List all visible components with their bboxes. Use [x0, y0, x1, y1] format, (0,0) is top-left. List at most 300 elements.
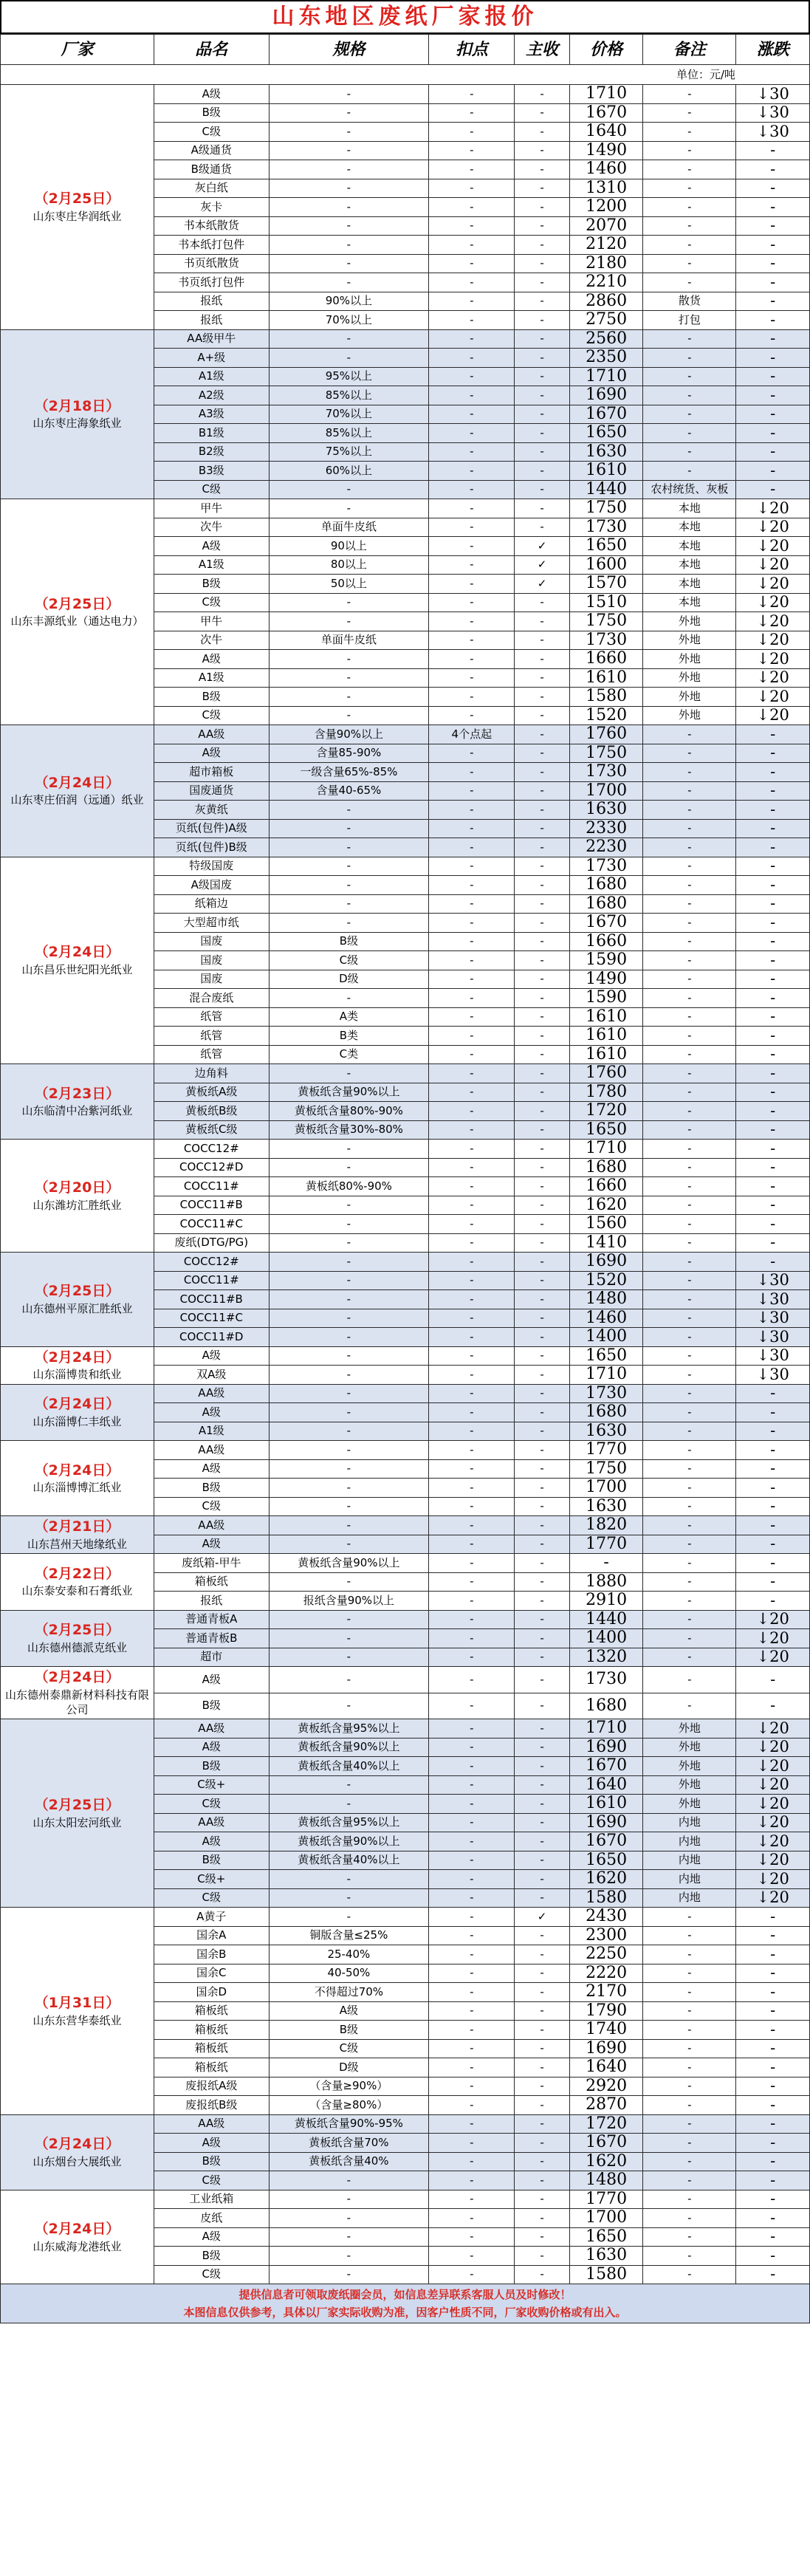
price: 2430 [569, 1908, 643, 1927]
factory-cell [1, 1384, 154, 1441]
change: ↓20 [736, 1629, 810, 1648]
deduction: - [429, 349, 515, 368]
table-row [1, 1554, 810, 1573]
main-receive: - [515, 1215, 569, 1234]
price: 1640 [569, 123, 643, 142]
product-name: A级 [154, 1832, 269, 1852]
remark: - [643, 1346, 736, 1366]
price: 1660 [569, 932, 643, 951]
product-name: COCC11# [154, 1177, 269, 1196]
main-receive: - [515, 2190, 569, 2209]
change: ↓20 [736, 593, 810, 612]
remark: - [643, 894, 736, 914]
spec: 单面牛皮纸 [269, 631, 429, 650]
price: 2750 [569, 311, 643, 330]
change: - [736, 819, 810, 838]
quote-date: （2月24日） [34, 1349, 120, 1366]
price: 1490 [569, 970, 643, 989]
remark: 内地 [643, 1851, 736, 1870]
price: 2300 [569, 1926, 643, 1945]
product-name: C级 [154, 123, 269, 142]
quote-date: （2月25日） [34, 191, 120, 208]
factory-cell [1, 1719, 154, 1908]
product-name: A级国废 [154, 876, 269, 895]
price: 2330 [569, 819, 643, 838]
spec: 黄板纸含量95%以上 [269, 1813, 429, 1832]
spec: - [269, 123, 429, 142]
main-receive: - [515, 2096, 569, 2115]
spec: - [269, 989, 429, 1008]
main-receive: ✓ [515, 555, 569, 575]
quote-date: （2月18日） [34, 397, 120, 414]
remark: - [643, 1233, 736, 1253]
price: 1820 [569, 1516, 643, 1535]
remark: - [643, 1177, 736, 1196]
change: - [736, 970, 810, 989]
main-receive: - [515, 1102, 569, 1121]
change: - [736, 1441, 810, 1460]
deduction: - [429, 650, 515, 669]
spec: - [269, 1215, 429, 1234]
remark: 外地 [643, 706, 736, 725]
change: ↓20 [736, 1719, 810, 1739]
change: - [736, 1572, 810, 1592]
change: - [736, 254, 810, 273]
change: - [736, 1479, 810, 1498]
change: ↓20 [736, 1813, 810, 1832]
spec: - [269, 650, 429, 669]
product-name: AA级 [154, 1441, 269, 1460]
spec: 70%以上 [269, 405, 429, 424]
spec: 90以上 [269, 537, 429, 556]
deduction: - [429, 1196, 515, 1215]
product-name: 箱板纸 [154, 2039, 269, 2058]
factory-name: 山东烟台大展纸业 [32, 2154, 122, 2168]
spec: 黄板纸含量40%以上 [269, 1757, 429, 1776]
remark: - [643, 103, 736, 123]
deduction: - [429, 1290, 515, 1309]
price: 1610 [569, 1007, 643, 1027]
spec: - [269, 236, 429, 255]
spec: - [269, 1497, 429, 1516]
product-name: AA级 [154, 725, 269, 744]
product-name: 普通青板B [154, 1629, 269, 1648]
main-receive: - [515, 1479, 569, 1498]
remark: - [643, 1403, 736, 1422]
product-name: 国余D [154, 1983, 269, 2002]
main-receive: - [515, 1328, 569, 1347]
quote-date: （2月22日） [34, 1565, 120, 1582]
product-name: 国废 [154, 951, 269, 970]
product-name: 国废通货 [154, 781, 269, 801]
main-receive: - [515, 1964, 569, 1983]
deduction: - [429, 480, 515, 499]
spec: 含量85-90% [269, 744, 429, 763]
remark: 外地 [643, 688, 736, 707]
product-name: A3级 [154, 405, 269, 424]
price: 1630 [569, 1497, 643, 1516]
change: ↓30 [736, 85, 810, 104]
main-receive: - [515, 1572, 569, 1592]
main-receive: - [515, 593, 569, 612]
main-receive: - [515, 2114, 569, 2134]
deduction: - [429, 1215, 515, 1234]
table-row [1, 1384, 810, 1403]
price: 1590 [569, 989, 643, 1008]
deduction: - [429, 236, 515, 255]
remark: 外地 [643, 1719, 736, 1739]
spec: - [269, 499, 429, 518]
main-receive: - [515, 198, 569, 217]
price: 1440 [569, 480, 643, 499]
product-name: A级通货 [154, 141, 269, 160]
remark: - [643, 2096, 736, 2115]
remark: - [643, 1926, 736, 1945]
deduction: - [429, 329, 515, 349]
change: - [736, 1102, 810, 1121]
table-row [1, 1064, 810, 1083]
table-row [1, 1253, 810, 1272]
price: 1580 [569, 2265, 643, 2284]
price: 1580 [569, 1888, 643, 1908]
price: 1670 [569, 2134, 643, 2153]
quote-date: （2月25日） [34, 1797, 120, 1814]
spec: - [269, 254, 429, 273]
deduction: - [429, 1693, 515, 1719]
main-receive: - [515, 876, 569, 895]
change: ↓20 [736, 555, 810, 575]
product-name: AA级 [154, 1516, 269, 1535]
factory-cell [1, 857, 154, 1064]
main-receive: - [515, 1851, 569, 1870]
remark: - [643, 1983, 736, 2002]
deduction: - [429, 1572, 515, 1592]
deduction: - [429, 1271, 515, 1290]
table-header-row [1, 35, 810, 65]
quote-date: （2月25日） [34, 595, 120, 612]
remark: - [643, 989, 736, 1008]
factory-cell [1, 1908, 154, 2115]
change: - [736, 1027, 810, 1046]
product-name: 普通青板A [154, 1610, 269, 1629]
price: 1410 [569, 1233, 643, 1253]
footer-line-2: 本图信息仅供参考，具体以厂家实际收购为准，因客户性质不同，厂家收购价格或有出入。 [183, 2306, 627, 2320]
factory-name: 山东枣庄华润纸业 [32, 209, 122, 223]
spec: 25-40% [269, 1945, 429, 1964]
remark: - [643, 1693, 736, 1719]
footer-line-1: 提供信息者可领取废纸圈会员，如信息差异联系客服人员及时修改！ [238, 2288, 572, 2302]
change: - [736, 292, 810, 311]
change: - [736, 1592, 810, 1611]
main-receive: - [515, 1610, 569, 1629]
change: - [736, 1535, 810, 1554]
spec: - [269, 612, 429, 631]
main-receive: - [515, 367, 569, 386]
main-receive: - [515, 329, 569, 349]
deduction: - [429, 631, 515, 650]
change: - [736, 236, 810, 255]
main-receive: - [515, 1497, 569, 1516]
remark: - [643, 2039, 736, 2058]
price: 2220 [569, 1964, 643, 1983]
remark: - [643, 1459, 736, 1479]
main-receive: - [515, 273, 569, 292]
spec: - [269, 273, 429, 292]
main-receive: - [515, 1813, 569, 1832]
spec: - [269, 1610, 429, 1629]
price: 1690 [569, 1813, 643, 1832]
price: 1730 [569, 518, 643, 537]
price: 1590 [569, 951, 643, 970]
deduction: - [429, 1719, 515, 1739]
change: - [736, 2134, 810, 2153]
spec: 85%以上 [269, 424, 429, 443]
product-name: COCC11# [154, 1271, 269, 1290]
spec: - [269, 1888, 429, 1908]
remark: 外地 [643, 631, 736, 650]
spec: - [269, 141, 429, 160]
remark: - [643, 1945, 736, 1964]
product-name: 报纸 [154, 1592, 269, 1611]
deduction: - [429, 612, 515, 631]
price: 2560 [569, 329, 643, 349]
spec: 含量90%以上 [269, 725, 429, 744]
factory-name: 山东东营华泰纸业 [32, 2013, 122, 2027]
price: 1710 [569, 1366, 643, 1385]
deduction: - [429, 1667, 515, 1693]
product-name: A级 [154, 650, 269, 669]
remark: 外地 [643, 1738, 736, 1757]
remark: - [643, 876, 736, 895]
remark: 本地 [643, 575, 736, 594]
spec: 90%以上 [269, 292, 429, 311]
deduction: - [429, 1795, 515, 1814]
remark: - [643, 1479, 736, 1498]
product-name: AA级 [154, 2114, 269, 2134]
spec: - [269, 179, 429, 198]
price: 2170 [569, 1983, 643, 2002]
product-name: 黄板纸A级 [154, 1083, 269, 1102]
column-header: 备注 [643, 35, 736, 65]
change: - [736, 1964, 810, 1983]
deduction: - [429, 141, 515, 160]
change: ↓20 [736, 688, 810, 707]
price: 1770 [569, 1535, 643, 1554]
main-receive: - [515, 2077, 569, 2096]
remark: - [643, 2227, 736, 2247]
price: 1310 [569, 179, 643, 198]
spec: - [269, 1158, 429, 1177]
price: 1460 [569, 160, 643, 179]
table-row [1, 499, 810, 518]
product-name: 皮纸 [154, 2209, 269, 2228]
main-receive: - [515, 1870, 569, 1889]
deduction: - [429, 160, 515, 179]
deduction: - [429, 801, 515, 820]
product-name: B级通货 [154, 160, 269, 179]
remark: - [643, 1629, 736, 1648]
spec: - [269, 2227, 429, 2247]
price: 1570 [569, 575, 643, 594]
main-receive: - [515, 1007, 569, 1027]
product-name: C级 [154, 1795, 269, 1814]
spec: - [269, 1271, 429, 1290]
remark: - [643, 1366, 736, 1385]
remark: 农村统货、灰板 [643, 480, 736, 499]
deduction: - [429, 1813, 515, 1832]
deduction: - [429, 367, 515, 386]
spec: 黄板纸含量90%以上 [269, 1738, 429, 1757]
remark: - [643, 1535, 736, 1554]
main-receive: - [515, 1346, 569, 1366]
change: ↓20 [736, 499, 810, 518]
price: 1650 [569, 537, 643, 556]
table-row [1, 1667, 810, 1693]
product-name: B1级 [154, 424, 269, 443]
deduction: - [429, 989, 515, 1008]
main-receive: - [515, 1535, 569, 1554]
change: - [736, 838, 810, 857]
deduction: - [429, 1888, 515, 1908]
remark: - [643, 1422, 736, 1441]
change: ↓20 [736, 1610, 810, 1629]
main-receive: - [515, 518, 569, 537]
remark: - [643, 198, 736, 217]
price: 1610 [569, 668, 643, 688]
change: - [736, 405, 810, 424]
footer-notice [0, 2284, 810, 2323]
main-receive: - [515, 1888, 569, 1908]
remark: - [643, 1083, 736, 1102]
product-name: B级 [154, 688, 269, 707]
main-receive: - [515, 1366, 569, 1385]
spec: - [269, 593, 429, 612]
factory-cell [1, 499, 154, 725]
product-name: A级 [154, 537, 269, 556]
factory-cell [1, 1441, 154, 1516]
remark: 打包 [643, 311, 736, 330]
change: ↓20 [736, 1738, 810, 1757]
table-row [1, 1441, 810, 1460]
price-table [0, 34, 810, 2284]
remark: - [643, 123, 736, 142]
factory-name: 山东丰源纸业（通达电力） [10, 614, 144, 628]
main-receive: - [515, 311, 569, 330]
change: ↓20 [736, 518, 810, 537]
remark: - [643, 1290, 736, 1309]
product-name: A级 [154, 744, 269, 763]
deduction: - [429, 2114, 515, 2134]
spec: - [269, 1775, 429, 1795]
spec: 70%以上 [269, 311, 429, 330]
price: 1710 [569, 85, 643, 104]
main-receive: - [515, 2209, 569, 2228]
change: - [736, 1516, 810, 1535]
main-receive: - [515, 1459, 569, 1479]
remark: - [643, 179, 736, 198]
remark: - [643, 2058, 736, 2077]
price: 1480 [569, 2171, 643, 2190]
price: 2920 [569, 2077, 643, 2096]
spec: - [269, 1309, 429, 1328]
spec: 85%以上 [269, 386, 429, 405]
product-name: 次牛 [154, 631, 269, 650]
factory-name: 山东德州德派克纸业 [27, 1640, 128, 1654]
remark: - [643, 2134, 736, 2153]
product-name: 书页纸打包件 [154, 273, 269, 292]
main-receive: ✓ [515, 1908, 569, 1927]
deduction: - [429, 1177, 515, 1196]
deduction: - [429, 1253, 515, 1272]
remark: - [643, 442, 736, 462]
deduction: - [429, 2227, 515, 2247]
deduction: - [429, 1140, 515, 1159]
deduction: - [429, 273, 515, 292]
product-name: 甲牛 [154, 499, 269, 518]
deduction: - [429, 1328, 515, 1347]
spec: - [269, 838, 429, 857]
deduction: - [429, 1648, 515, 1667]
product-name: A1级 [154, 367, 269, 386]
main-receive: - [515, 1926, 569, 1945]
quote-date: （2月21日） [34, 1518, 120, 1535]
main-receive: - [515, 763, 569, 782]
product-name: AA级 [154, 1719, 269, 1739]
factory-name: 山东威海龙港纸业 [32, 2239, 122, 2253]
price: 1620 [569, 1196, 643, 1215]
factory-name: 山东太阳宏河纸业 [32, 1815, 122, 1829]
product-name: C级 [154, 480, 269, 499]
main-receive: - [515, 781, 569, 801]
change: - [736, 386, 810, 405]
change: - [736, 876, 810, 895]
price: 1700 [569, 1479, 643, 1498]
deduction: - [429, 123, 515, 142]
main-receive: - [515, 1196, 569, 1215]
main-receive: - [515, 688, 569, 707]
product-name: A级 [154, 1459, 269, 1479]
change: - [736, 932, 810, 951]
quote-date: （1月31日） [34, 1994, 120, 2011]
main-receive: - [515, 160, 569, 179]
change: - [736, 2114, 810, 2134]
spec: - [269, 668, 429, 688]
price: 1660 [569, 650, 643, 669]
product-name: 箱板纸 [154, 2021, 269, 2040]
main-receive: - [515, 1384, 569, 1403]
change: ↓20 [736, 575, 810, 594]
price: 1790 [569, 2001, 643, 2021]
product-name: 纸管 [154, 1007, 269, 1027]
main-receive: - [515, 1177, 569, 1196]
spec: - [269, 1346, 429, 1366]
main-receive: - [515, 744, 569, 763]
product-name: 废报纸A级 [154, 2077, 269, 2096]
table-row [1, 1140, 810, 1159]
spec: 一级含量65%-85% [269, 763, 429, 782]
remark: - [643, 1027, 736, 1046]
price: 1400 [569, 1629, 643, 1648]
main-receive: - [515, 1045, 569, 1064]
product-name: 报纸 [154, 292, 269, 311]
price: 1740 [569, 2021, 643, 2040]
spec: 95%以上 [269, 367, 429, 386]
factory-name: 山东昌乐世纪阳光纸业 [21, 962, 133, 976]
change: - [736, 2039, 810, 2058]
factory-name: 山东枣庄佰润（远通）纸业 [10, 793, 144, 807]
remark: - [643, 1648, 736, 1667]
change: ↓20 [736, 1757, 810, 1776]
